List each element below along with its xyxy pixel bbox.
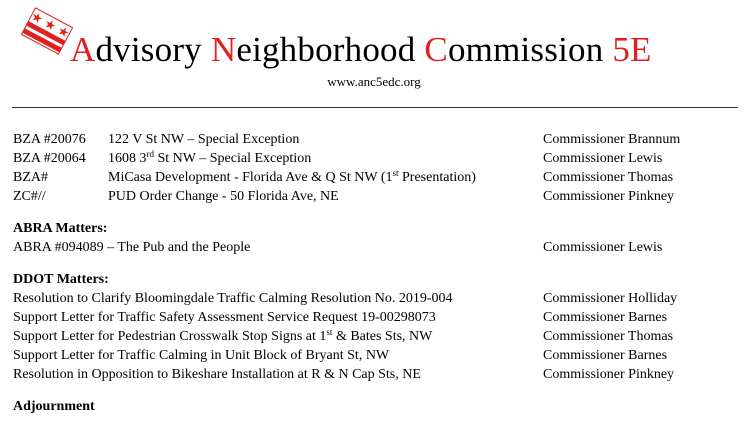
spacer bbox=[13, 257, 738, 270]
ordinal-suffix: rd bbox=[146, 149, 154, 159]
agenda-row-ddot bbox=[13, 346, 738, 365]
commissioner-name: Commissioner Thomas bbox=[543, 170, 674, 185]
description-text: Presentation) bbox=[398, 170, 476, 185]
description-text: 1608 3 bbox=[108, 151, 147, 166]
item-description bbox=[13, 365, 421, 384]
item-description bbox=[13, 308, 436, 327]
item-description bbox=[13, 346, 389, 365]
agenda-row-zoning bbox=[13, 149, 738, 168]
description-text: & Bates Sts, NW bbox=[332, 329, 433, 344]
commissioner-name: Commissioner Thomas bbox=[543, 329, 674, 344]
title-part: A bbox=[70, 30, 96, 69]
case-number: ZC#// bbox=[13, 189, 46, 204]
agenda bbox=[13, 130, 738, 416]
agenda-row-zoning bbox=[13, 168, 738, 187]
ddot-heading: DDOT Matters: bbox=[13, 272, 109, 287]
commissioner-name: Commissioner Holliday bbox=[543, 291, 678, 306]
description-text: Support Letter for Traffic Calming in Unit Block of Bryant St, NW bbox=[13, 348, 390, 363]
title-part: C bbox=[424, 30, 448, 69]
agenda-row-abra bbox=[13, 238, 738, 257]
abra-heading: ABRA Matters: bbox=[13, 221, 108, 236]
spacer bbox=[13, 206, 738, 219]
ordinal-suffix: st bbox=[392, 168, 399, 178]
description-text: MiCasa Development - Florida Ave & Q St NW (1 bbox=[108, 170, 393, 185]
item-description bbox=[108, 187, 339, 206]
commission-title bbox=[70, 30, 652, 70]
agenda-row-ddot bbox=[13, 308, 738, 327]
case-number: BZA #20076 bbox=[13, 132, 86, 147]
description-text: Support Letter for Traffic Safety Assessment Service Request 19-00298073 bbox=[13, 310, 436, 325]
website-url[interactable]: www.anc5edc.org bbox=[327, 74, 421, 89]
title-part: dvisory bbox=[95, 30, 211, 69]
commissioner-name: Commissioner Lewis bbox=[543, 151, 663, 166]
title-part: ommission bbox=[447, 30, 613, 69]
item-description bbox=[13, 238, 250, 257]
description-text: Resolution to Clarify Bloomingdale Traffic Calming Resolution No. 2019-004 bbox=[13, 291, 453, 306]
description-text: Support Letter for Pedestrian Crosswalk Stop Signs at 1 bbox=[13, 329, 327, 344]
dc-flag-logo bbox=[20, 6, 74, 56]
agenda-row-zoning bbox=[13, 130, 738, 149]
item-description bbox=[13, 289, 453, 308]
title-part: N bbox=[210, 30, 237, 69]
description-text: 122 V St NW – Special Exception bbox=[108, 132, 300, 147]
commissioner-name: Commissioner Brannum bbox=[543, 132, 681, 147]
item-description bbox=[108, 149, 311, 168]
commissioner-name: Commissioner Pinkney bbox=[543, 189, 675, 204]
description-text: ABRA #094089 – The Pub and the People bbox=[13, 240, 251, 255]
commissioner-name: Commissioner Barnes bbox=[543, 348, 668, 363]
commissioner-name: Commissioner Pinkney bbox=[543, 367, 675, 382]
case-number: BZA #20064 bbox=[13, 151, 86, 166]
letterhead bbox=[0, 0, 748, 100]
spacer bbox=[13, 384, 738, 397]
agenda-row-ddot bbox=[13, 289, 738, 308]
description-text: Resolution in Opposition to Bikeshare Installation at R & N Cap Sts, NE bbox=[13, 367, 421, 382]
description-text: St NW – Special Exception bbox=[154, 151, 312, 166]
agenda-row-zoning bbox=[13, 187, 738, 206]
title-part: 5E bbox=[612, 30, 652, 69]
ordinal-suffix: st bbox=[326, 327, 333, 337]
item-description bbox=[108, 130, 299, 149]
description-text: PUD Order Change - 50 Florida Ave, NE bbox=[108, 189, 339, 204]
agenda-row-ddot bbox=[13, 365, 738, 384]
header-divider bbox=[12, 107, 738, 108]
commissioner-name: Commissioner Barnes bbox=[543, 310, 668, 325]
item-description bbox=[108, 168, 476, 187]
item-description bbox=[13, 327, 432, 346]
case-number: BZA# bbox=[13, 170, 48, 185]
agenda-row-ddot bbox=[13, 327, 738, 346]
title-part: eighborhood bbox=[236, 30, 425, 69]
adjournment-heading: Adjournment bbox=[13, 399, 95, 414]
commissioner-name: Commissioner Lewis bbox=[543, 240, 663, 255]
